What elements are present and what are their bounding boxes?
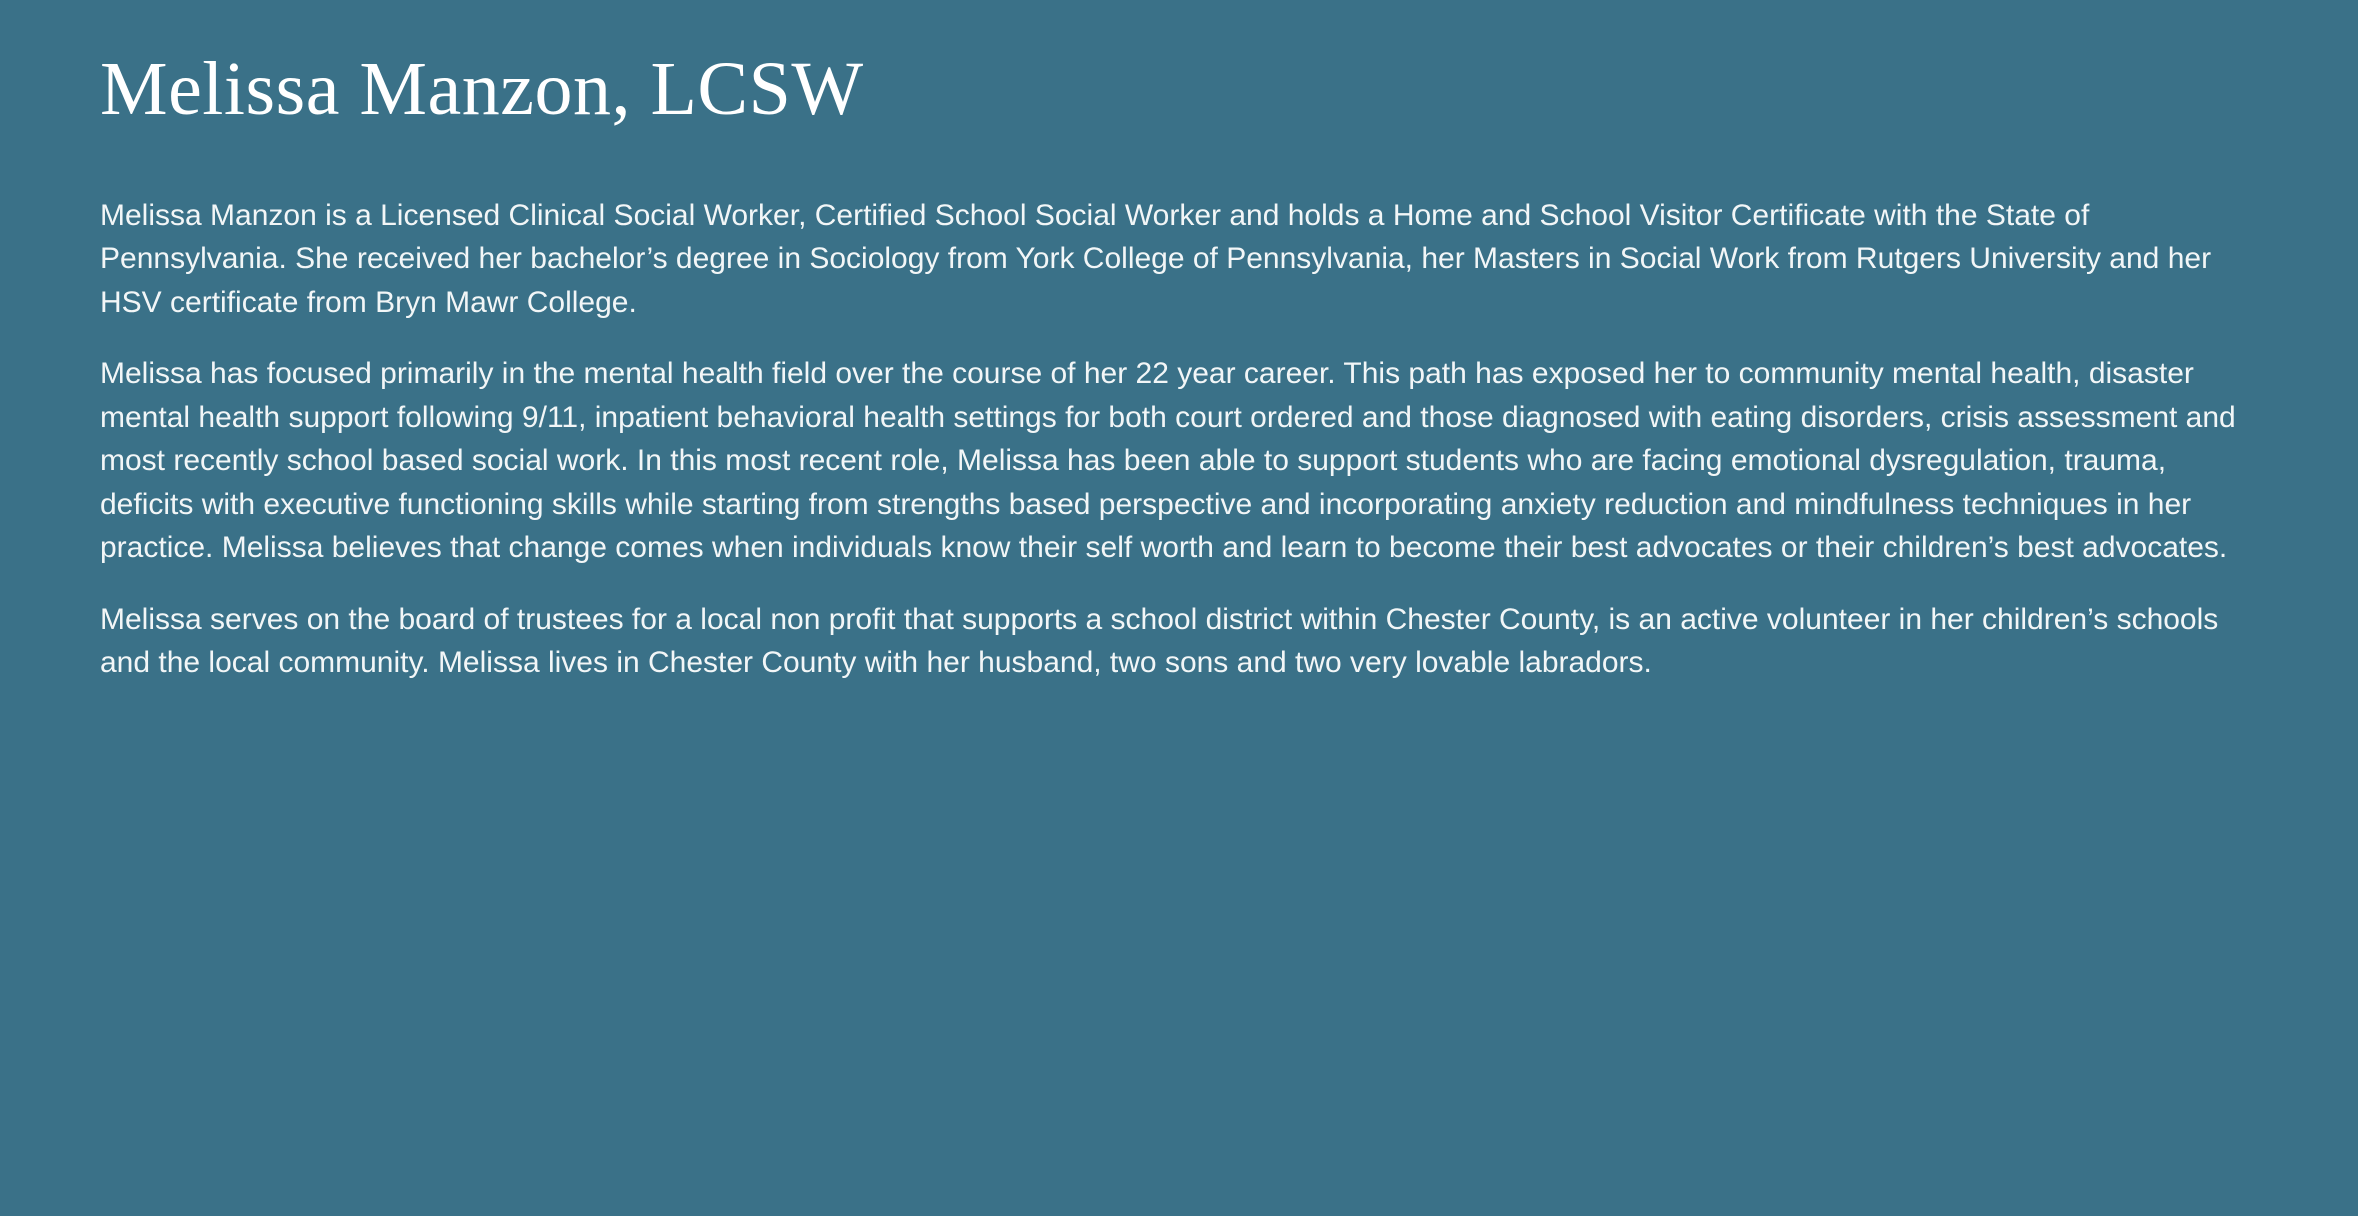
bio-paragraph: Melissa serves on the board of trustees for a local non profit that supports a school district within Chester County, is an active volunteer in her children’s schools and the local community. Melissa lives in Chester County with her husband, two sons and two very lovable labradors. <box>100 602 2219 680</box>
page-title: Melissa Manzon, LCSW <box>100 47 864 131</box>
bio-paragraph: Melissa Manzon is a Licensed Clinical Social Worker, Certified School Social Worker and holds a Home and School Visitor Certificate with the State of Pennsylvania. She received her bachelor’s degree in Sociology from York College of Pennsylvania, her Masters in Social Work from Rutgers University and her HSV certificate from Bryn Mawr College. <box>100 198 2212 319</box>
bio-paragraph: Melissa has focused primarily in the mental health field over the course of her 22 year career. This path has exposed her to community mental health, disaster mental health support following 9/11, inpatient behavioral health settings for both court ordered and those diagnosed with eating disorders, crisis assessment and most recently school based social work. In this most recent role, Melissa has been able to support students who are facing emotional dysregulation, trauma, deficits with executive functioning skills while starting from strengths based perspective and incorporating anxiety reduction and mindfulness techniques in her practice. Melissa believes that change comes when individuals know their self worth and learn to become their best advocates or their children’s best advocates. <box>100 357 2236 565</box>
